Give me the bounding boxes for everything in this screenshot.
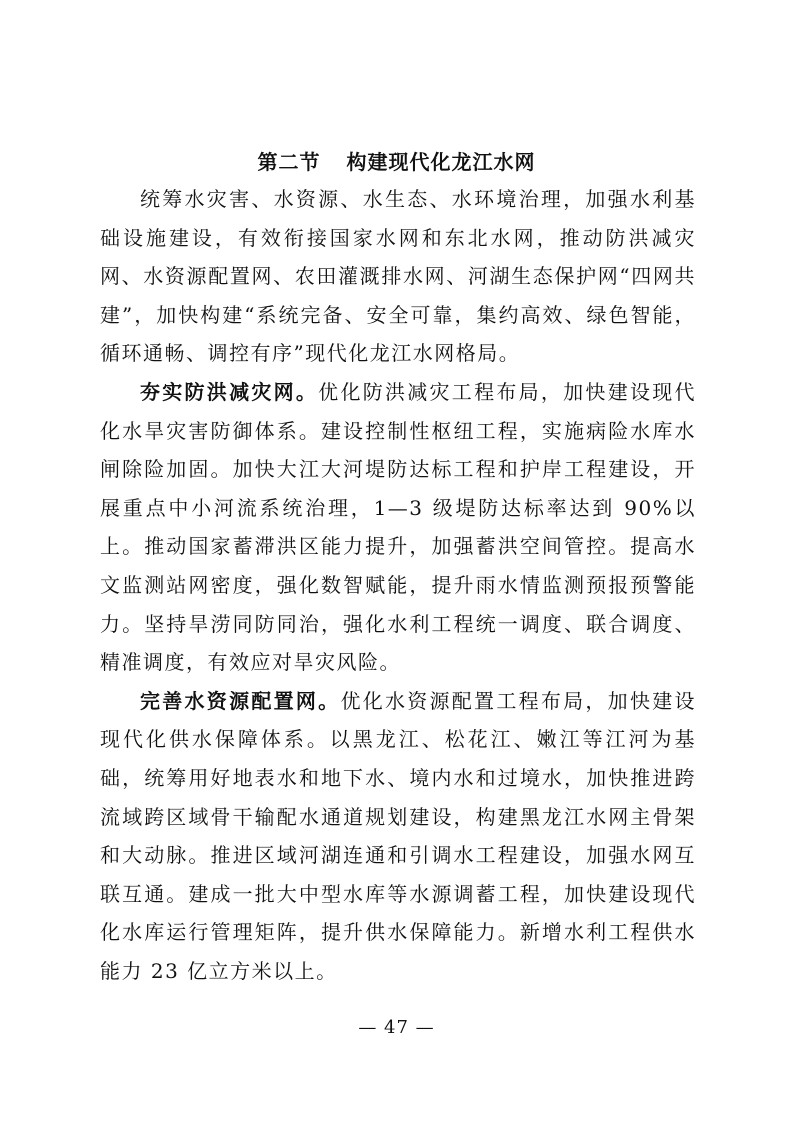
section-number: 第二节 <box>257 150 321 174</box>
section-title <box>0 146 793 175</box>
paragraph-heading: 夯实防洪减灾网。 <box>140 379 319 404</box>
paragraph-intro <box>100 180 696 373</box>
page-number: — 47 — <box>358 1017 435 1038</box>
body-text <box>100 180 696 990</box>
paragraph-water-allocation <box>100 682 696 991</box>
paragraph-text: 优化水资源配置工程布局，加快建设现代化供水保障体系。以黑龙江、松花江、嫩江等江河为基础，统筹用好地表水和地下水、境内水和过境水，加快推进跨流域跨区域骨干输配水通道规划建设，构建黑龙江水网主骨架和大动脉。推进区域河湖连通和引调水工程建设，加强水网互联互通。建成一批大中型水库等水源调蓄工程，加快建设现代化水库运行管理矩阵，提升供水保障能力。新增水利工程供水能力 23 亿立方米以上。 <box>100 688 696 983</box>
section-heading: 构建现代化龙江水网 <box>346 150 536 174</box>
paragraph-heading: 完善水资源配置网。 <box>140 688 341 713</box>
paragraph-text: 优化防洪减灾工程布局，加快建设现代化水旱灾害防御体系。建设控制性枢纽工程，实施病险水库水闸除险加固。加快大江大河堤防达标工程和护岸工程建设，开展重点中小河流系统治理，1—3 级堤防达标率达到 90%以上。推动国家蓄滞洪区能力提升，加强蓄洪空间管控。提高水文监测站网密度，强化数智赋能，提升雨水情监测预报预警能力。坚持旱涝同防同治，强化水利工程统一调度、联合调度、精准调度，有效应对旱灾风险。 <box>100 379 697 675</box>
paragraph-text: 统筹水灾害、水资源、水生态、水环境治理，加强水利基础设施建设，有效衔接国家水网和东北水网，推动防洪减灾网、水资源配置网、农田灌溉排水网、河湖生态保护网“四网共建”，加快构建“系统完备、安全可靠，集约高效、绿色智能，循环通畅、调控有序”现代化龙江水网格局。 <box>100 187 696 366</box>
paragraph-flood-control <box>100 373 696 682</box>
